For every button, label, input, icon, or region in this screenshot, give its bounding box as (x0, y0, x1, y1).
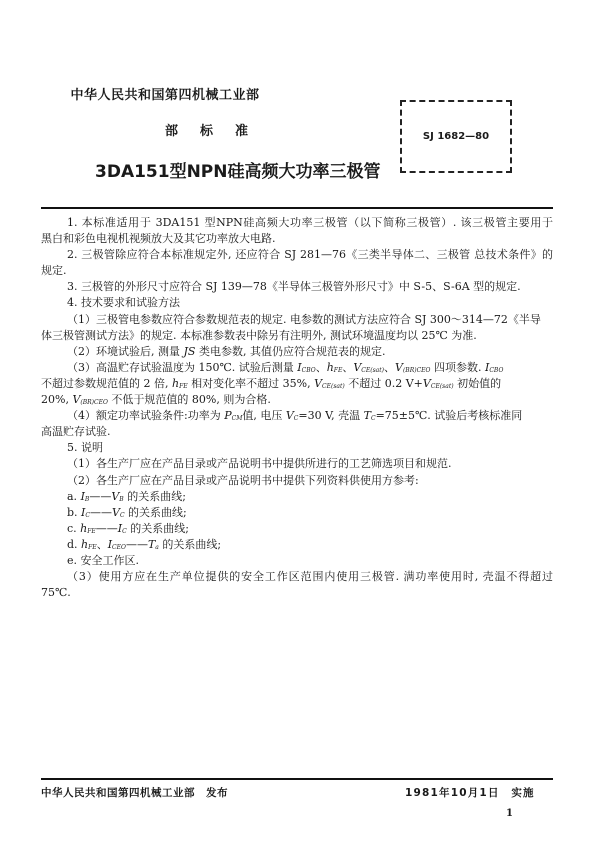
text: 值, 电压 (242, 409, 286, 423)
subscript: (BR)CEO (80, 399, 108, 407)
text: 初始值的 (453, 376, 502, 390)
text: （4）额定功率试验条件:功率为 (67, 409, 225, 423)
section-heading: 4. 技术要求和试验方法 (67, 296, 180, 310)
body-line: （3）使用方应在生产单位提供的安全工作区范围内使用三极管. 满功率使用时, 壳温不得超过 (67, 570, 553, 584)
list-item (41, 489, 553, 505)
list-item (41, 521, 553, 537)
symbol: T (147, 537, 156, 551)
text: （3）高温贮存试验温度为 150℃. 试验后测量 (67, 360, 298, 374)
effective-date: 1981年10月1日 实施 (405, 787, 535, 799)
text: a. (67, 489, 81, 503)
text: 、 (96, 537, 108, 551)
symbol: h (80, 521, 88, 535)
text: b. (67, 505, 82, 519)
symbol: V (72, 393, 81, 407)
subscript: CE(sat) (322, 382, 345, 390)
subscript: C (119, 511, 125, 519)
standard-code-box (400, 100, 512, 173)
text: —— (125, 537, 148, 551)
symbol: V (112, 505, 120, 519)
text: 、 (384, 360, 396, 374)
subscript: a (155, 543, 159, 551)
text: 四项参数. (430, 360, 485, 374)
body-line (41, 344, 553, 360)
text: 的关系曲线; (123, 489, 186, 503)
body-line: 体三极管测试方法》的规定. 本标准参数表中除另有注明外, 测试环境温度均以 25℃ 为准. (41, 328, 477, 342)
text: 、 (315, 360, 327, 374)
text: 的关系曲线; (124, 505, 187, 519)
list-item (41, 505, 553, 521)
text: =30 V, 壳温 (298, 409, 364, 423)
body-line: （1）三极管电参数应符合参数规范表的规定. 电参数的测试方法应符合 SJ 300～314—72《半导 (67, 312, 541, 326)
symbol: I (107, 537, 113, 551)
body-line: （2）各生产厂应在产品目录或产品说明书中提供下列资料供使用方参考: (67, 473, 419, 487)
symbol: I (117, 521, 123, 535)
publisher: 中华人民共和国第四机械工业部 发布 (41, 787, 228, 799)
subscript: CE(sat) (361, 366, 385, 374)
document-title: 3DA151型NPN硅高频大功率三极管 (95, 162, 381, 182)
issuing-ministry: 中华人民共和国第四机械工业部 (70, 88, 260, 103)
subscript: CM (231, 415, 243, 423)
symbol: I (297, 360, 302, 374)
body-line: 75℃. (41, 586, 71, 600)
document-body (41, 215, 553, 601)
body-line (41, 360, 553, 376)
subscript: C (122, 527, 127, 535)
text: 不低于规范值的 80%, 则为合格. (107, 393, 271, 407)
body-line (41, 392, 553, 408)
subscript: CBO (301, 366, 316, 374)
text: c. (67, 521, 81, 535)
subscript: B (119, 495, 124, 503)
text: 相对变化率不超过 35%, (187, 376, 315, 390)
text: d. (67, 537, 82, 551)
header-divider (41, 207, 553, 209)
subscript: FE (87, 527, 96, 535)
section-heading: 5. 说明 (67, 441, 103, 455)
subscript: (BR)CEO (402, 366, 431, 374)
text: 的关系曲线; (158, 537, 222, 551)
symbol-js: JS (183, 344, 196, 358)
body-line (41, 408, 553, 424)
symbol: V (111, 489, 120, 503)
subscript: CE(sat) (430, 382, 454, 390)
subscript: C (293, 415, 299, 423)
text: —— (95, 521, 118, 535)
text: —— (90, 505, 112, 519)
symbol: V (395, 360, 403, 374)
list-item: e. 安全工作区. (67, 553, 139, 567)
symbol: P (224, 409, 232, 423)
symbol: V (285, 409, 294, 423)
symbol: V (422, 376, 431, 390)
subscript: C (370, 415, 376, 423)
text: 不超过参数规范值的 2 倍, (41, 376, 172, 390)
body-line: 2. 三极管除应符合本标准规定外, 还应符合 SJ 281—76《三类半导体二、三极管 总技术条件》的 (67, 248, 553, 262)
standard-code: SJ 1682—80 (422, 131, 490, 142)
symbol: h (81, 537, 89, 551)
symbol: I (80, 489, 85, 503)
text: =75±5℃. 试验后考核标准同 (375, 409, 523, 423)
symbol: V (314, 376, 323, 390)
body-line: 高温贮存试验. (41, 425, 111, 439)
subscript: CBO (489, 366, 504, 374)
text: 的关系曲线; (126, 521, 189, 535)
text: —— (89, 489, 112, 503)
symbol: I (81, 505, 86, 519)
subscript: FE (88, 543, 97, 551)
body-line: 1. 本标准适用于 3DA151 型NPN硅高频大功率三极管（以下简称三极管）. 该三极管主要用于 (67, 216, 553, 229)
body-line: （1）各生产厂应在产品目录或产品说明书中提供所进行的工艺筛选项目和规范. (67, 457, 452, 471)
footer-divider (41, 778, 553, 780)
subscript: C (85, 511, 90, 519)
text: 20%, (41, 393, 73, 407)
symbol: V (353, 360, 362, 374)
text: 不超过 0.2 V+ (344, 376, 423, 390)
subscript: CEO (112, 543, 126, 551)
symbol: h (326, 360, 334, 374)
list-item (41, 537, 553, 553)
body-line: 规定. (41, 264, 67, 278)
symbol: I (484, 360, 490, 374)
body-line: 黑白和彩色电视机视频放大及其它功率放大电路. (41, 232, 276, 246)
text: （2）环境试验后, 测量 (67, 344, 184, 358)
subscript: B (84, 495, 90, 503)
page-number: 1 (506, 808, 513, 819)
body-line (41, 376, 553, 392)
subscript: FE (333, 366, 343, 374)
body-line: 3. 三极管的外形尺寸应符合 SJ 139—78《半导体三极管外形尺寸》中 S-5、S-6A 型的规定. (67, 280, 521, 294)
symbol: h (171, 376, 180, 390)
standard-type-label: 部标准 (165, 124, 271, 139)
text: 、 (342, 360, 354, 374)
symbol: T (363, 409, 371, 423)
text: 类电参数, 其值仍应符合规范表的规定. (195, 344, 386, 358)
subscript: FE (179, 382, 188, 390)
